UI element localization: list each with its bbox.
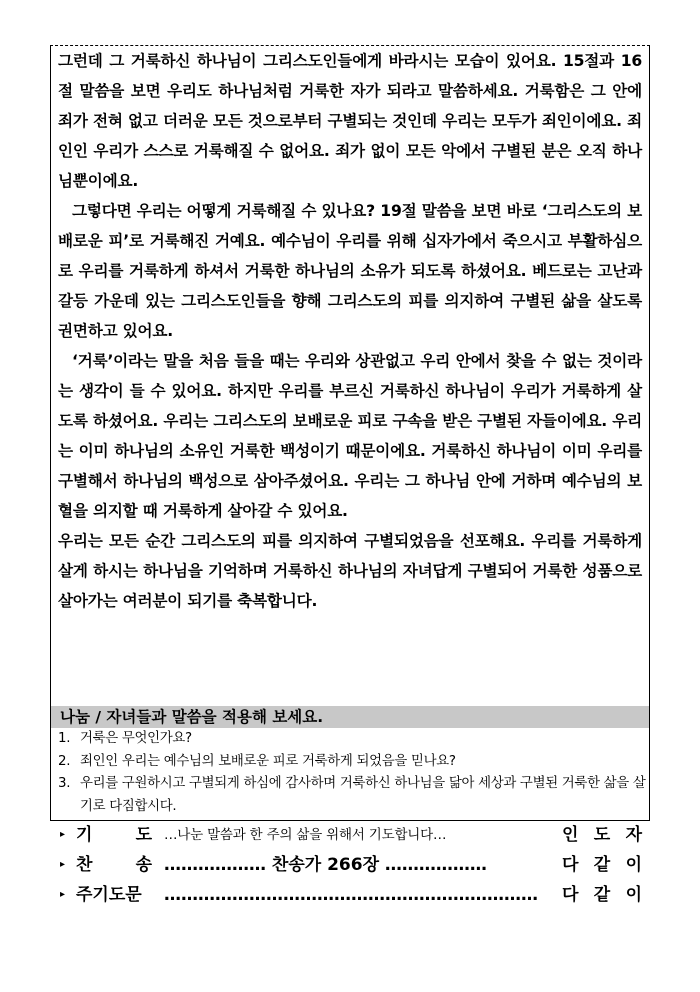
question-number: 2. bbox=[58, 753, 71, 769]
order-label bbox=[76, 820, 152, 850]
order-description: ………………………………………………………… bbox=[164, 885, 538, 905]
order-row-prayer bbox=[58, 820, 644, 850]
order-description: ……………… 찬송가 266장 ……………… bbox=[164, 855, 487, 875]
sharing-questions bbox=[58, 728, 646, 818]
order-leader bbox=[562, 850, 642, 880]
question-number: 3. bbox=[58, 776, 71, 791]
paragraph-2: 그렇다면 우리는 어떻게 거룩해질 수 있나요? 19절 말씀을 보면 바로 ‘그리스도의 보배로운 피’로 거룩해진 거예요. 예수님이 우리를 위해 십자가에서 죽으시고 부활하심으로 우리를 거룩하게 하셔서 거룩한 하나님의 소유가 되도록 하셨어요. 베드로는 고난과 갈등 가운데 있는 그리스도인들을 향해 그리스도의 피를 의지하여 구별된 삶을 살도록 권면하고 있어요. bbox=[58, 202, 642, 340]
order-leader bbox=[562, 820, 642, 850]
question-item bbox=[58, 751, 646, 774]
arrow-right-icon: ▸ bbox=[60, 829, 66, 840]
order-label bbox=[76, 850, 152, 880]
order-leader-char: 다 bbox=[562, 885, 579, 905]
order-leader-char: 이 bbox=[625, 855, 642, 875]
question-item bbox=[58, 728, 646, 751]
question-text: 죄인인 우리는 예수님의 보배로운 피로 거룩하게 되었음을 믿나요? bbox=[80, 753, 456, 769]
order-of-service bbox=[58, 820, 644, 910]
question-number: 1. bbox=[58, 731, 71, 746]
order-leader-char: 같 bbox=[593, 885, 611, 905]
order-label-char: 도 bbox=[135, 825, 152, 845]
arrow-right-icon: ▸ bbox=[60, 859, 66, 870]
order-label-char: 송 bbox=[135, 855, 152, 875]
order-leader-char: 자 bbox=[625, 825, 642, 845]
question-text: 거룩은 무엇인가요? bbox=[80, 731, 192, 746]
order-label-char: 기 bbox=[76, 825, 93, 845]
order-leader-char: 이 bbox=[625, 885, 642, 905]
paragraph-1: 그런데 그 거룩하신 하나님이 그리스도인들에게 바라시는 모습이 있어요. 15절과 16절 말씀을 보면 우리도 하나님처럼 거룩한 자가 되라고 말씀하세요. 거룩함은 그 안에 죄가 전혀 없고 더러운 모든 것으로부터 구별되는 것인데 우리는 모두가 죄인이에요. 죄인인 우리가 스스로 거룩해질 수 없어요. 죄가 없이 모든 악에서 구별된 분은 오직 하나님뿐이에요. bbox=[58, 52, 642, 190]
order-leader-char: 도 bbox=[593, 825, 611, 845]
order-row-hymn bbox=[58, 850, 644, 880]
question-text: 우리를 구원하시고 구별되게 하심에 감사하며 거룩하신 하나님을 닮아 세상과 구별된 거룩한 삶을 살기로 다짐합시다. bbox=[80, 776, 646, 814]
order-leader bbox=[562, 880, 642, 910]
order-leader-char: 인 bbox=[562, 825, 579, 845]
order-leader-char: 다 bbox=[562, 855, 579, 875]
paragraph-4: 우리는 모든 순간 그리스도의 피를 의지하여 구별되었음을 선포해요. 우리를 거룩하게 살게 하시는 하나님을 기억하며 거룩하신 하나님의 자녀답게 구별되어 거룩한 성품으로 살아가는 여러분이 되기를 축복합니다. bbox=[58, 532, 642, 610]
sermon-body bbox=[58, 46, 642, 616]
sharing-title: 나눔 / 자녀들과 말씀을 적용해 보세요. bbox=[60, 708, 324, 726]
order-label bbox=[76, 880, 152, 910]
question-item bbox=[58, 773, 646, 818]
arrow-right-icon: ▸ bbox=[60, 889, 66, 900]
order-description: …나눈 말씀과 한 주의 삶을 위해서 기도합니다… bbox=[164, 827, 447, 843]
order-leader-char: 같 bbox=[593, 855, 611, 875]
order-label-text: 주기도문 bbox=[76, 885, 142, 905]
order-row-lords-prayer bbox=[58, 880, 644, 910]
paragraph-3: ‘거룩’이라는 말을 처음 들을 때는 우리와 상관없고 우리 안에서 찾을 수 없는 것이라는 생각이 들 수 있어요. 하지만 우리를 부르신 거룩하신 하나님이 우리가 거룩하게 살도록 하셨어요. 우리는 그리스도의 보배로운 피로 구속을 받은 구별된 자들이에요. 우리는 이미 하나님의 소유인 거룩한 백성이기 때문이에요. 거룩하신 하나님이 이미 우리를 구별해서 하나님의 백성으로 삼아주셨어요. 우리는 그 하나님 안에 거하며 예수님의 보혈을 의지할 때 거룩하게 살아갈 수 있어요. bbox=[58, 352, 642, 520]
order-label-char: 찬 bbox=[76, 855, 93, 875]
